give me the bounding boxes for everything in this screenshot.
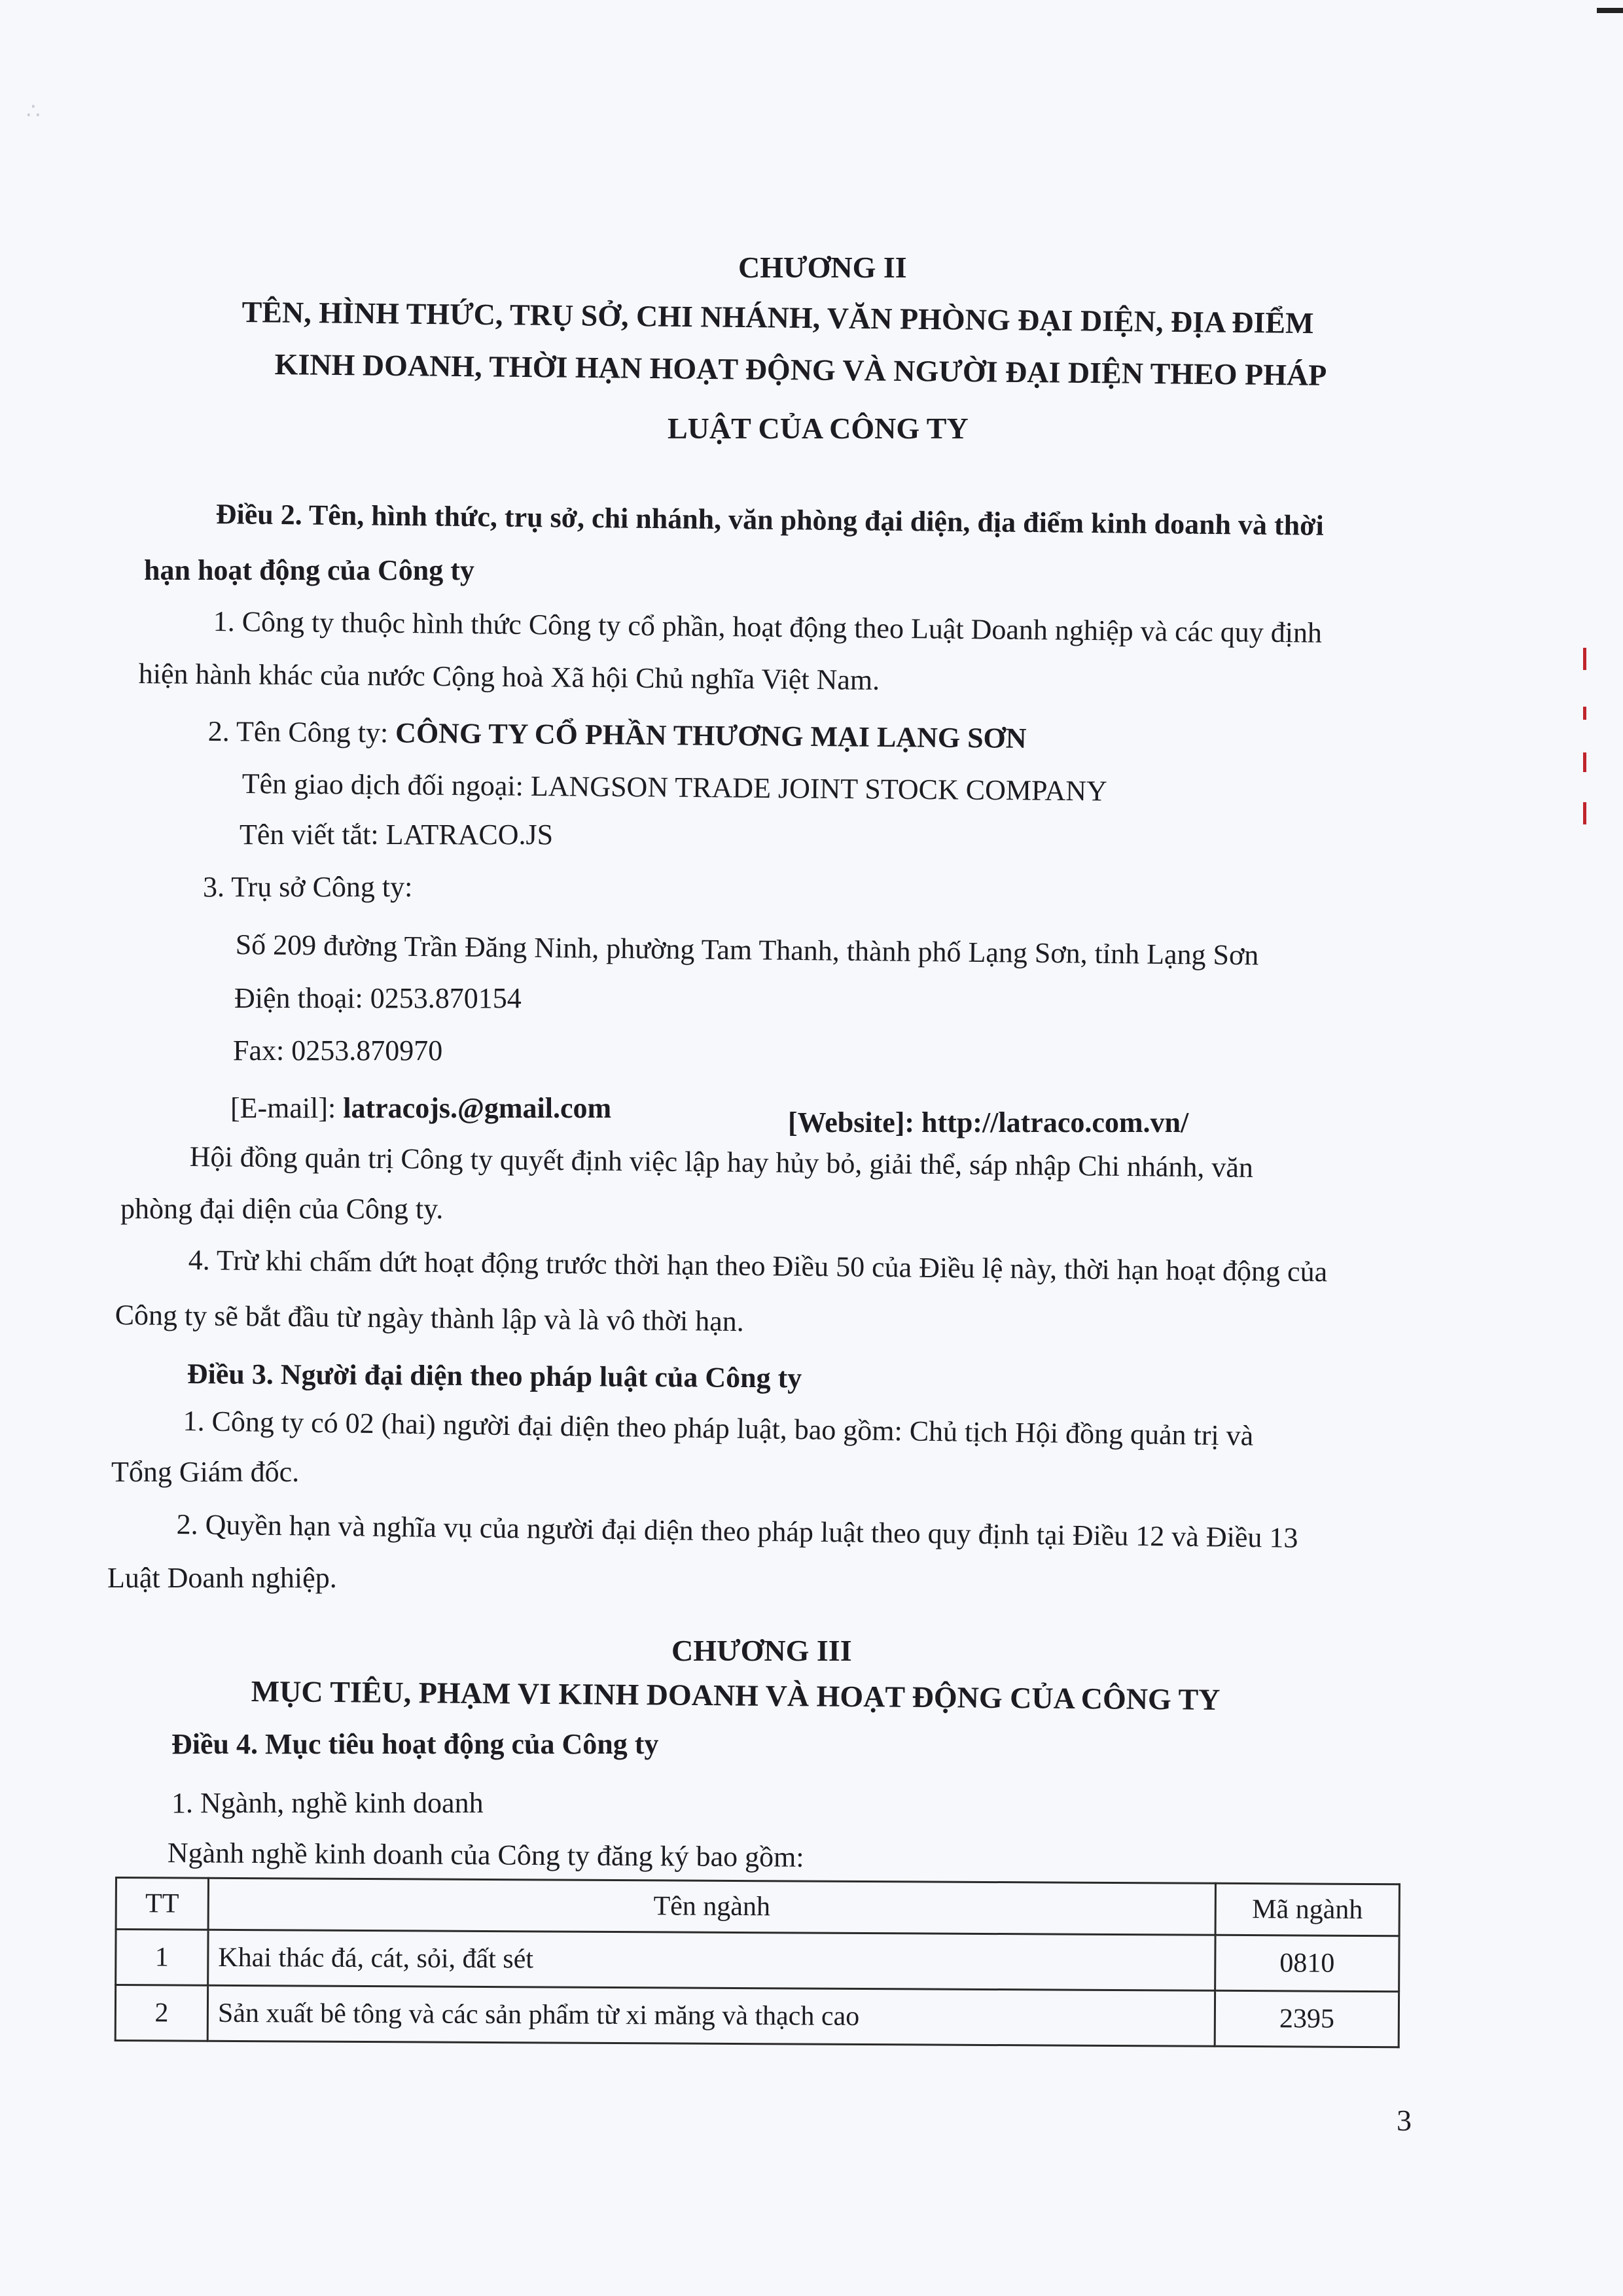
article-4-heading: Điều 4. Mục tiêu hoạt động của Công ty	[171, 1728, 659, 1760]
row-code: 2395	[1215, 1990, 1399, 2047]
email-address[interactable]: latracojs.@gmail.com	[343, 1092, 612, 1124]
headquarters-label: 3. Trụ sở Công ty:	[203, 871, 413, 903]
foreign-trade-name: Tên giao dịch đối ngoại: LANGSON TRADE JOINT STOCK COMPANY	[241, 768, 1108, 807]
article-3-p1-line-2: Tổng Giám đốc.	[111, 1456, 300, 1488]
company-name: CÔNG TY CỔ PHẦN THƯƠNG MẠI LẠNG SƠN	[395, 716, 1027, 754]
website-link[interactable]: [Website]: http://latraco.com.vn/	[788, 1106, 1189, 1139]
table-row	[116, 1930, 1399, 1992]
email-line	[230, 1091, 611, 1125]
chapter-2-title-line-1: TÊN, HÌNH THỨC, TRỤ SỞ, CHI NHÁNH, VĂN PHÒNG ĐẠI DIỆN, ĐỊA ĐIỂM	[241, 294, 1314, 340]
row-code: 0810	[1215, 1935, 1399, 1991]
company-name-label: 2. Tên Công ty:	[207, 715, 396, 749]
email-label: [E-mail]:	[230, 1092, 344, 1124]
chapter-3-title: MỤC TIÊU, PHẠM VI KINH DOANH VÀ HOẠT ĐỘNG CỦA CÔNG TY	[251, 1674, 1221, 1716]
scan-artifact	[1583, 707, 1586, 720]
chapter-2-heading: CHƯƠNG II	[738, 251, 907, 284]
company-name-line	[208, 715, 1027, 755]
scan-artifact	[1583, 648, 1586, 670]
chapter-2-title-line-2: KINH DOANH, THỜI HẠN HOẠT ĐỘNG VÀ NGƯỜI ĐẠI DIỆN THEO PHÁP	[274, 347, 1327, 392]
row-tt: 1	[116, 1930, 208, 1986]
table-row	[115, 1985, 1399, 2047]
row-tt: 2	[115, 1985, 207, 2041]
header-code: Mã ngành	[1215, 1883, 1399, 1935]
industry-table	[115, 1877, 1400, 2048]
board-decision-line-2: phòng đại diện của Công ty.	[120, 1193, 444, 1225]
article-3-p2-line-2: Luật Doanh nghiệp.	[107, 1562, 337, 1594]
article-2-p1-line-2: hiện hành khác của nước Cộng hoà Xã hội Chủ nghĩa Việt Nam.	[138, 657, 880, 696]
short-name: Tên viết tắt: LATRACO.JS	[240, 819, 554, 851]
article-4-intro: Ngành nghề kinh doanh của Công ty đăng ký bao gồm:	[167, 1837, 804, 1873]
article-2-heading-line-2: hạn hoạt động của Công ty	[144, 554, 474, 586]
headquarters-address: Số 209 đường Trần Đăng Ninh, phường Tam Thanh, thành phố Lạng Sơn, tỉnh Lạng Sơn	[235, 928, 1259, 972]
header-name: Tên ngành	[208, 1878, 1215, 1935]
table-header-row	[116, 1878, 1399, 1936]
fax-number: Fax: 0253.870970	[233, 1034, 443, 1067]
scan-artifact	[1583, 802, 1586, 824]
article-2-p4-line-1: 4. Trừ khi chấm dứt hoạt động trước thời hạn theo Điều 50 của Điều lệ này, thời hạn hoạt động của	[188, 1244, 1328, 1288]
header-tt: TT	[116, 1878, 208, 1930]
scan-smudge: ∴	[26, 99, 41, 124]
article-4-p1: 1. Ngành, nghề kinh doanh	[171, 1787, 484, 1819]
scan-edge-mark	[1597, 8, 1623, 13]
article-3-heading: Điều 3. Người đại diện theo pháp luật của Công ty	[187, 1358, 802, 1394]
board-decision-line-1: Hội đồng quản trị Công ty quyết định việc lập hay hủy bỏ, giải thể, sáp nhập Chi nhánh, văn	[189, 1140, 1254, 1184]
chapter-2-title-line-3: LUẬT CỦA CÔNG TY	[668, 412, 969, 445]
page-number: 3	[1397, 2104, 1412, 2137]
row-name: Sản xuất bê tông và các sản phẩm từ xi măng và thạch cao	[207, 1985, 1215, 2046]
article-2-p1-line-1: 1. Công ty thuộc hình thức Công ty cổ phần, hoạt động theo Luật Doanh nghiệp và các quy định	[213, 605, 1323, 649]
article-2-heading-line-1: Điều 2. Tên, hình thức, trụ sở, chi nhánh, văn phòng đại diện, địa điểm kinh doanh và thời	[215, 497, 1325, 542]
phone-number: Điện thoại: 0253.870154	[234, 982, 522, 1014]
row-name: Khai thác đá, cát, sỏi, đất sét	[208, 1930, 1215, 1990]
article-3-p2-line-1: 2. Quyền hạn và nghĩa vụ của người đại diện theo pháp luật theo quy định tại Điều 12 và Điều 13	[176, 1508, 1298, 1554]
article-2-p4-line-2: Công ty sẽ bắt đầu từ ngày thành lập và là vô thời hạn.	[115, 1299, 745, 1338]
scan-artifact	[1583, 752, 1586, 772]
article-3-p1-line-1: 1. Công ty có 02 (hai) người đại diện theo pháp luật, bao gồm: Chủ tịch Hội đồng quản trị và	[183, 1405, 1254, 1452]
chapter-3-heading: CHƯƠNG III	[671, 1634, 852, 1667]
